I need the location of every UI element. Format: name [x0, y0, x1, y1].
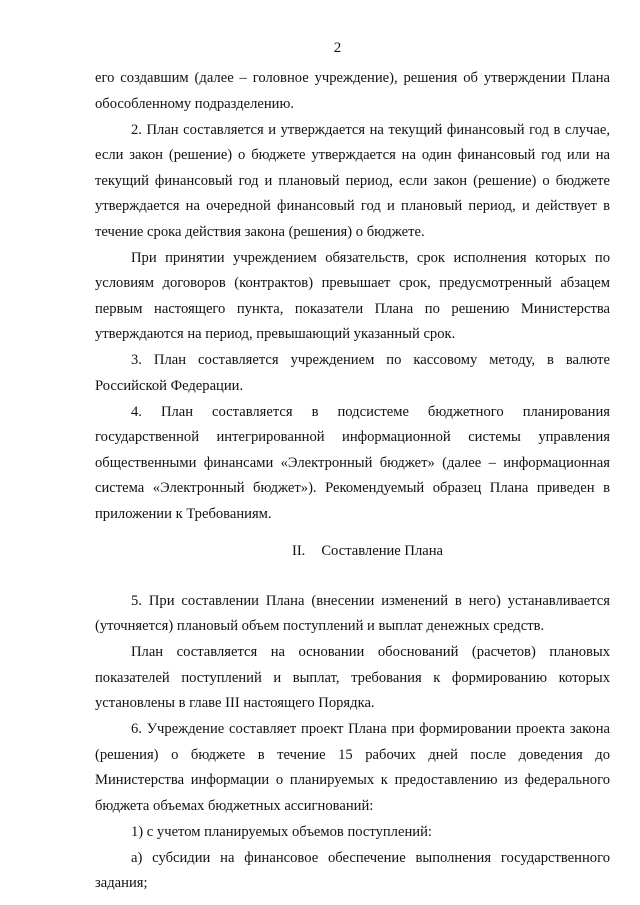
paragraph-item-5: 5. При составлении Плана (внесении изменений в него) устанавливается (уточняется) плановый объем поступлений и выплат денежных средств. — [95, 592, 610, 634]
paragraph-item-6: 6. Учреждение составляет проект Плана при формировании проекта закона (решения) о бюджете в течение 15 рабочих дней после доведения до Министерства информации о планируемых к предоставлению из федерального бюджета объемах бюджетных ассигнований: — [95, 721, 610, 814]
paragraph-subitem-1: 1) с учетом планируемых объемов поступлений: — [131, 823, 432, 840]
paragraph-subitem-a: а) субсидии на финансовое обеспечение выполнения государственного задания; — [95, 849, 610, 891]
section-title: Составление Плана — [321, 543, 444, 559]
page-number: 2 — [333, 40, 342, 56]
section-heading — [95, 539, 610, 565]
paragraph-item-2: 2. План составляется и утверждается на текущий финансовый год в случае, если закон (решение) о бюджете утверждается на один финансовый год или на текущий финансовый год и плановый период, если закон (решение) о бюджете утверждается на очередной финансовый год и плановый период, и действует в течение срока действия закона (решения) о бюджете. — [95, 121, 610, 240]
paragraph-continuation: его создавшим (далее – головное учреждение), решения об утверждении Плана обособленному подразделению. — [95, 70, 610, 112]
section-number: II. — [291, 543, 306, 559]
paragraph-item-4: 4. План составляется в подсистеме бюджетного планирования государственной интегрированной информационной системы управления общественными финансами «Электронный бюджет» (далее – информационная система «Электронный бюджет»). Рекомендуемый образец Плана приведен в приложении к Требованиям. — [95, 403, 610, 522]
paragraph-obligations: При принятии учреждением обязательств, срок исполнения которых по условиям договоров (контрактов) превышает срок, предусмотренный абзацем первым настоящего пункта, показатели Плана по решению Министерства утверждаются на период, превышающий указанный срок. — [95, 249, 610, 342]
paragraph-item-3: 3. План составляется учреждением по кассовому методу, в валюте Российской Федерации. — [95, 352, 610, 394]
paragraph-plan-basis: План составляется на основании обоснований (расчетов) плановых показателей поступлений и выплат, требования к формированию которых установлены в главе III настоящего Порядка. — [95, 644, 610, 711]
